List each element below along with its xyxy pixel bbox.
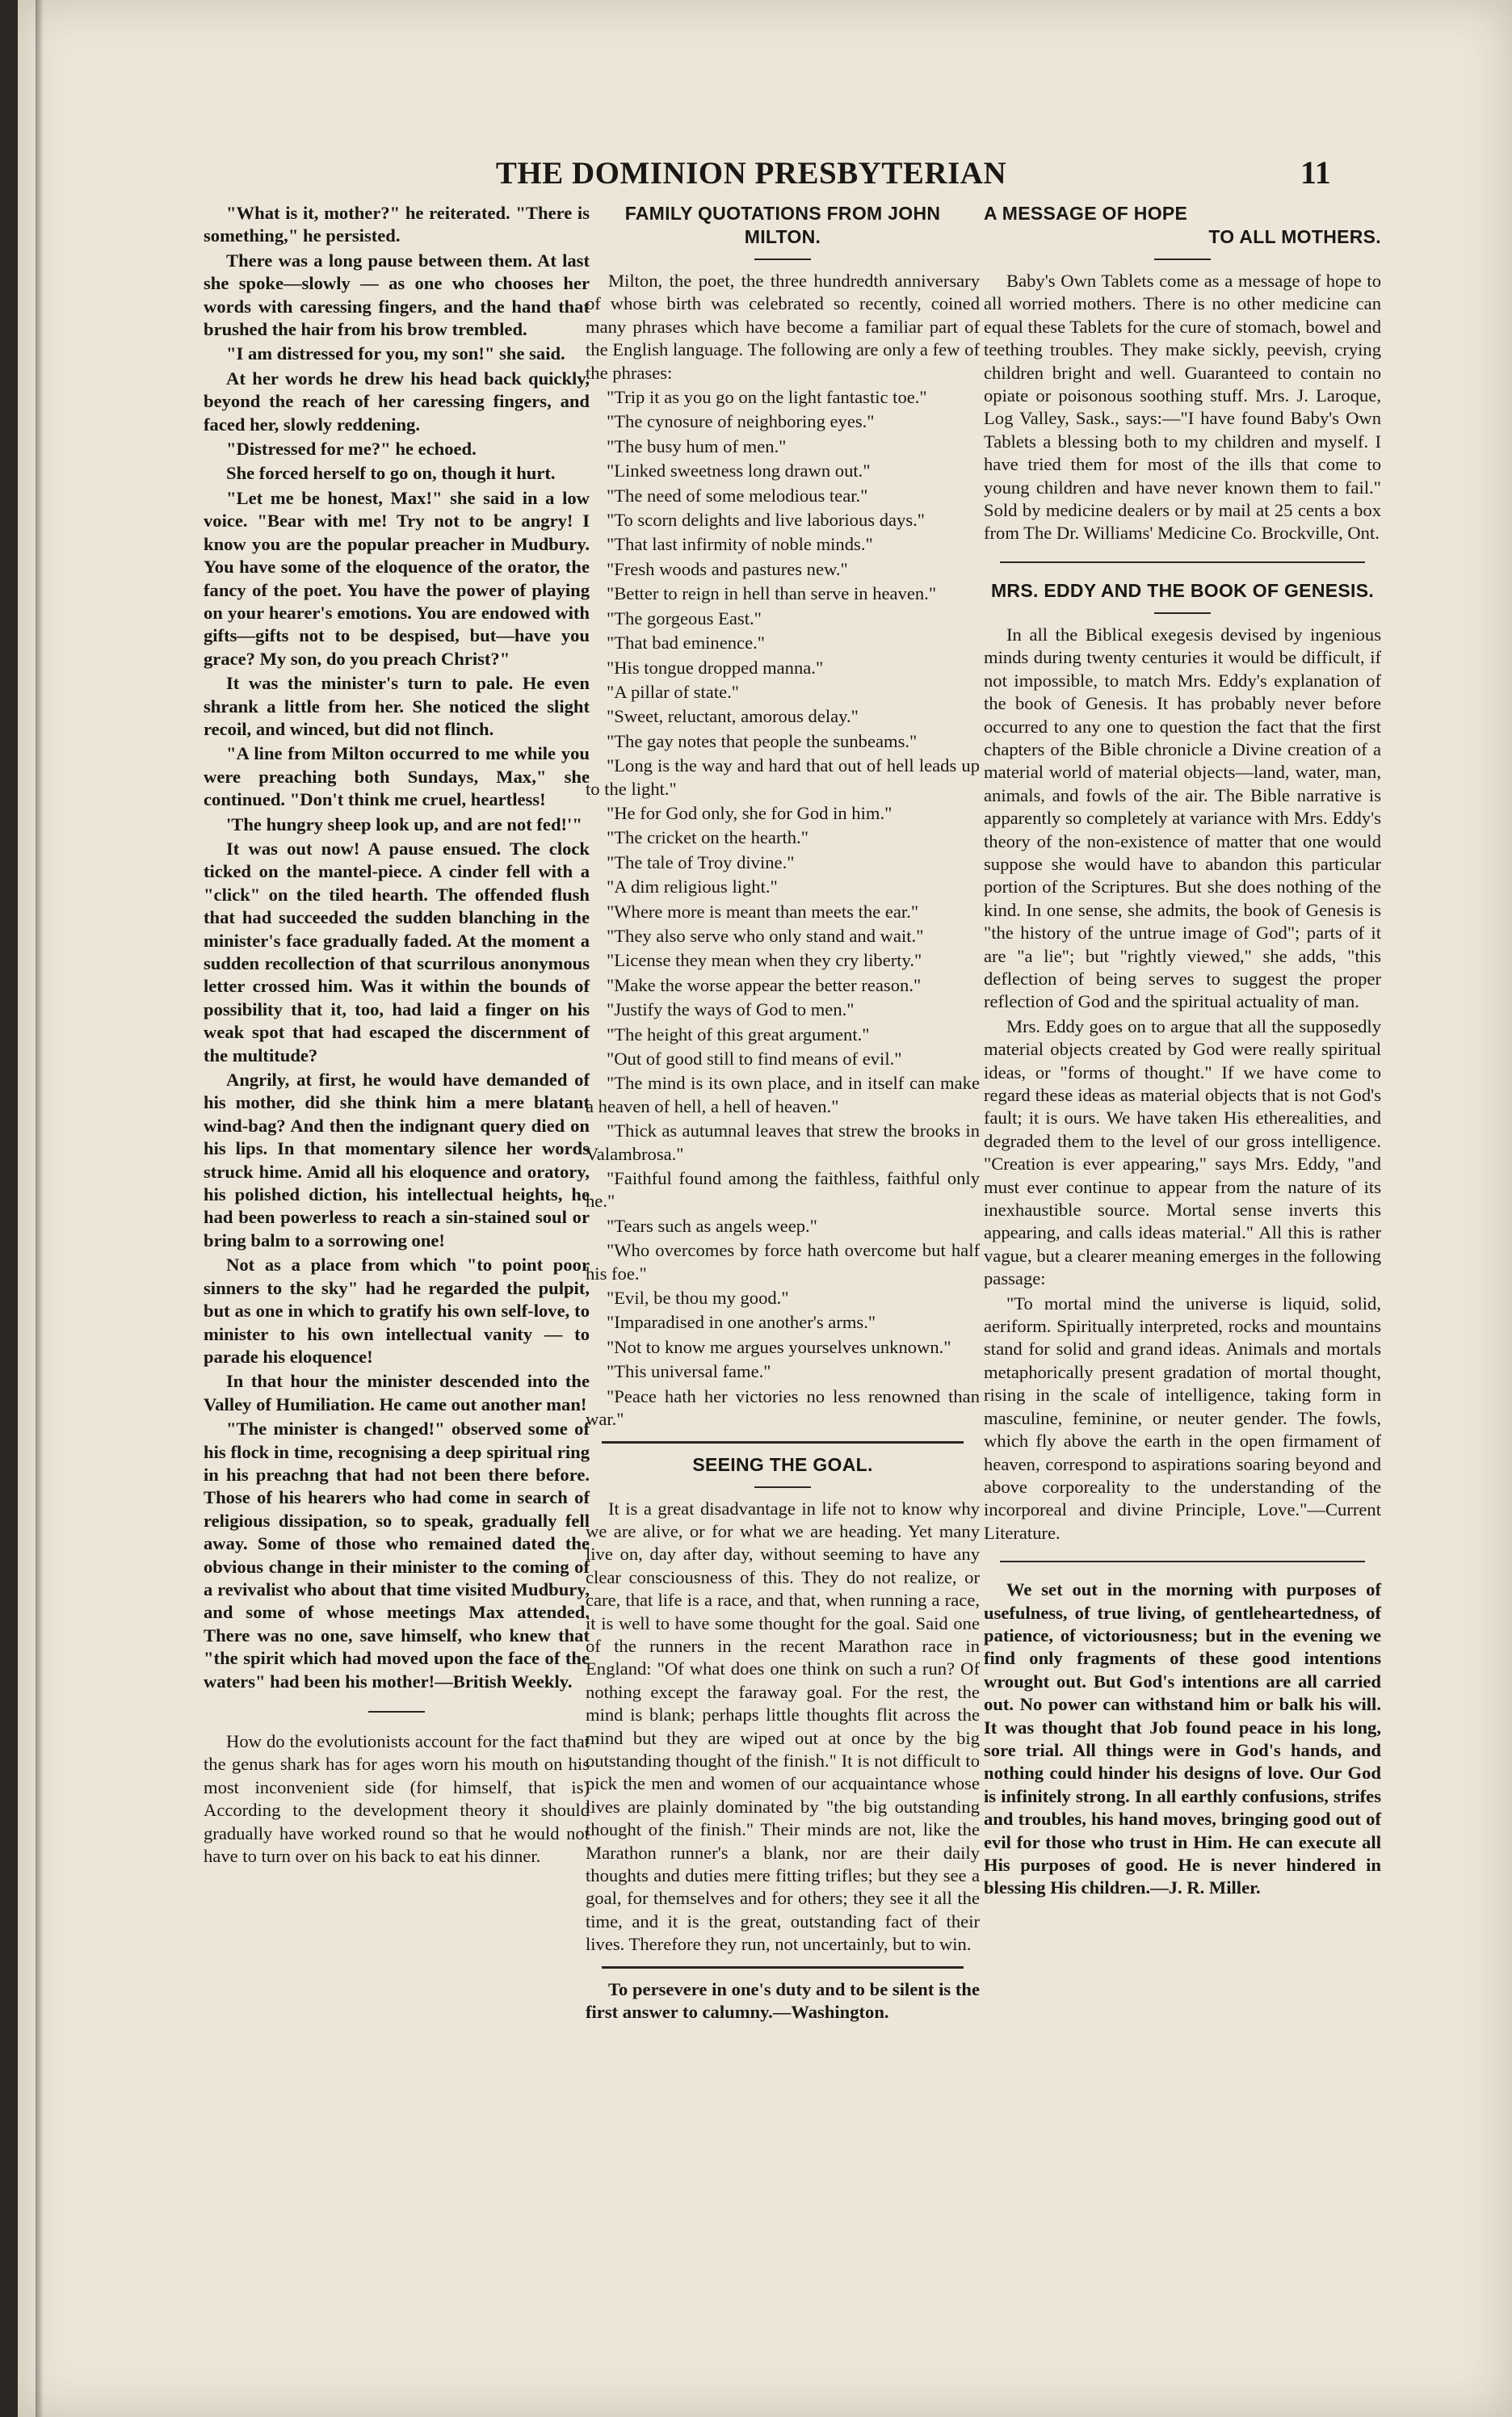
quotation-item: "A dim religious light."	[607, 876, 778, 897]
eddy-paragraph: "To mortal mind the universe is liquid, solid, aeriform. Spiritually interpreted, rocks and mountains stand for solid and grand ideas. Animals and mortals metaphorically present gradation of mortal thought, rising in the scale of intelligence, taking form in masculine, feminine, or neuter gender. The fowls, which fly above the earth in the open firmament of heaven, correspond to aspirations soaring beyond and above corporeality to the understanding of the incorporeal and divine Principle, Love."—Current Literature.	[984, 1293, 1381, 1543]
quotation-item: "Linked sweetness long drawn out."	[607, 460, 871, 481]
quotation-item: "Make the worse appear the better reason."	[607, 974, 922, 995]
quotation-item: "Justify the ways of God to men."	[607, 999, 855, 1020]
eddy-paragraph: In all the Biblical exegesis devised by ingenious minds during twenty centuries it would be difficult, if not impossible, to match Mrs. Eddy's explanation of the book of Genesis. It has probably never before occurred to any one to question the fact that the first chapters of the Bible chronicle a Divine creation of a material world of material objects—land, water, man, animals, and fowls of the air. The Bible narrative is apparently so completely at variance with Mrs. Eddy's theory of the non-existence of matter that one would suppose she would have to abandon this particular portion of the Scriptures. But she does nothing of the kind. In one sense, she admits, the book of Genesis is "the history of the untrue image of God"; parts of it are "a lie"; but "rightly viewed," she adds, "this deflection of being serves to suggest the proper reflection of God and the spiritual actuality of man.	[984, 624, 1381, 1012]
quotation-item: "Not to know me argues yourselves unknown."	[607, 1336, 951, 1357]
story-paragraph: She forced herself to go on, though it hurt.	[226, 463, 556, 484]
story-paragraph: There was a long pause between them. At last she spoke—slowly — as one who chooses her words with caressing fingers, and the hand that brushed the hair from his brow trembled.	[204, 250, 590, 340]
quotation-item: "The need of some melodious tear."	[607, 485, 868, 506]
quotation-item: "The tale of Troy divine."	[607, 851, 795, 872]
story-paragraph: Not as a place from which "to point poor sinners to the sky" had he regarded the pulpit, but as one in which to gratify his own self-love, to minister to his own intellectual vanity — to parade his eloquence!	[204, 1255, 590, 1367]
quotation-item: "A pillar of state."	[607, 681, 740, 702]
quotation-item: "License they mean when they cry liberty."	[607, 950, 922, 971]
hope-heading-line2: TO ALL MOTHERS.	[1208, 226, 1381, 247]
divider-rule	[1000, 1561, 1366, 1562]
quotation-item: "He for God only, she for God in him."	[607, 802, 892, 823]
masthead: THE DOMINION PRESBYTERIAN	[495, 156, 1007, 191]
page-number: 11	[1300, 154, 1331, 191]
column-right	[984, 202, 1381, 1902]
column-left	[204, 202, 590, 1869]
hope-heading-line1: A MESSAGE OF HOPE	[984, 203, 1188, 224]
quotation-item: "Tears such as angels weep."	[607, 1215, 817, 1236]
quotation-item: "Trip it as you go on the light fantastic toe."	[607, 387, 927, 408]
divider-rule	[602, 1966, 964, 1969]
story-paragraph: Angrily, at first, he would have demanded of his mother, did she think him a mere blatant wind-bag? And then the indignant query died on his lips. In that momentary silence her words struck hime. Amid all his eloquence and oratory, his polished diction, his intellectual heights, he had been powerless to reach a sin-stained soul or bring balm to a sorrowing one!	[204, 1070, 590, 1251]
story-section	[204, 202, 590, 1693]
quotation-item: "The gay notes that people the sunbeams."	[607, 730, 918, 751]
quotation-item: "Fresh woods and pastures new."	[607, 558, 848, 579]
binding-edge	[0, 0, 18, 2417]
quotation-item: "Better to reign in hell than serve in heaven."	[607, 583, 937, 604]
story-paragraph: "A line from Milton occurred to me while you were preaching both Sundays, Max," she continued. "Don't think me cruel, heartless!	[204, 743, 590, 810]
divider-rule	[1154, 612, 1211, 614]
quotation-item: "This universal fame."	[607, 1361, 771, 1382]
milton-intro: Milton, the poet, the three hundredth anniversary of whose birth was celebrated so recently, coined many phrases which have become a familiar part of the English language. The following are only a few of the phrases:	[586, 271, 980, 383]
goal-heading: SEEING THE GOAL.	[692, 1453, 873, 1475]
quotation-item: "Where more is meant than meets the ear."	[607, 901, 919, 922]
hope-paragraph: Baby's Own Tablets come as a message of hope to all worried mothers. There is no other medicine can equal these Tablets for the cure of stomach, bowel and teething troubles. They make sickly, peevish, crying children bright and well. Guaranteed to contain no opiate or poisonous soothing stuff. Mrs. J. Laroque, Log Valley, Sask., says:—"I have found Baby's Own Tablets a blessing both to my children and myself. I have tried them for most of the ills that come to young children and have never known them to fail." Sold by medicine dealers or by mail at 25 cents a box from The Dr. Williams' Medicine Co. Brockville, Ont.	[984, 271, 1381, 544]
story-paragraph: "The minister is changed!" observed some of his flock in time, recognising a deep spiritual ring in his preachng that had not been there before. Those of his hearers who had come in search of religious dissipation, so to speak, gradually fell away. Some of those who remained dated the obvious change in their minister to the coming of a revivalist who about that time visited Mudbury, and some of whose meetings Max attended. There was no one, save himself, who knew that "the spirit which had moved upon the face of the waters" had been his mother!—British Weekly.	[204, 1419, 590, 1692]
milton-heading: FAMILY QUOTATIONS FROM JOHN MILTON.	[624, 203, 941, 247]
quotation-item: "To scorn delights and live laborious days."	[607, 510, 925, 531]
quotation-item: "The height of this great argument."	[607, 1024, 870, 1045]
story-paragraph: It was out now! A pause ensued. The clock ticked on the mantel-piece. A cinder fell with a "click" on the tiled hearth. The offended flush that had succeeded the sudden blanching in the minister's face gradually faded. At the moment a sudden recollection of that scurrilous anonymous letter crossed him. Was it within the bounds of possibility that it, too, had laid a finger on his weak spot that had escaped the discernment of the multitude?	[204, 838, 590, 1066]
quotation-item: "Out of good still to find means of evil."	[607, 1049, 902, 1069]
goal-paragraph: It is a great disadvantage in life not to know why we are alive, or for what we are heading. Yet many live on, day after day, without seeming to have any clear consciousness of this. They do not realize, or care, that life is a race, and that, when running a race, it is well to have some thought for the goal. Said one of the runners in the recent Marathon race in England: "Of what does one think on such a run? Of nothing except the faraway goal. For the rest, the mind is blank; perhaps little thoughts flit across the mind but they are wiped out at once by the big outstanding thought of the finish." It is not difficult to pick the men and women of our acquaintance whose lives are plainly dominated by "the big outstanding thought of the finish." Their minds are not, like the Marathon runner's a blank, nor are their daily thoughts and duties mere fitting trifles; but they see a goal, for themselves and for others; they see it all the time, and it is the great, outstanding fact of their lives. Therefore they run, not uncertainly, but to win.	[586, 1498, 980, 1955]
quotation-item: "Peace hath her victories no less renowned than war."	[586, 1385, 980, 1430]
page-shadow	[36, 0, 44, 2417]
miller-paragraph: We set out in the morning with purposes of usefulness, of true living, of gentleheartedness, of patience, of victoriousness; but in the evening we find only fragments of these good intentions wrought out. But God's intentions are all carried out. No power can withstand him or balk his will. It was thought that Job found peace in his long, sore trial. All things were in God's hands, and nothing could hinder his designs of love. Our God is infinitely strong. In all earthly confusions, strifes and troubles, his hand moves, bringing good out of evil for those who trust in Him. He can execute all His purposes of good. He is never hindered in blessing His children.—J. R. Miller.	[984, 1579, 1381, 1898]
divider-rule	[1000, 561, 1366, 563]
story-paragraph: At her words he drew his head back quickly, beyond the reach of her caressing fingers, and faced her, slowly reddening.	[204, 368, 590, 435]
quotation-item: "They also serve who only stand and wait."	[607, 925, 924, 946]
quotation-item: "That last infirmity of noble minds."	[607, 534, 873, 555]
quotation-item: "His tongue dropped manna."	[607, 657, 824, 678]
story-paragraph: "I am distressed for you, my son!" she said.	[226, 343, 565, 364]
quotation-item: "Long is the way and hard that out of hell leads up to the light."	[586, 755, 980, 799]
divider-rule	[1154, 259, 1211, 260]
quotation-item: "That bad eminence."	[607, 633, 765, 654]
story-paragraph: In that hour the minister descended into the Valley of Humiliation. He came out another man!	[204, 1371, 590, 1414]
quotation-item: "Who overcomes by force hath overcome but half his foe."	[586, 1240, 980, 1284]
quotation-item: "Sweet, reluctant, amorous delay."	[607, 706, 859, 727]
divider-rule	[368, 1711, 425, 1713]
column-middle	[586, 202, 980, 2025]
story-paragraph: "Distressed for me?" he echoed.	[226, 439, 477, 460]
story-paragraph: 'The hungry sheep look up, and are not fed!'"	[226, 813, 582, 834]
divider-rule	[602, 1441, 964, 1444]
quotation-list	[586, 386, 980, 1431]
quotation-item: "The mind is its own place, and in itself can make a heaven of hell, a hell of heaven."	[586, 1073, 980, 1116]
divider-rule	[754, 259, 811, 260]
story-paragraph: "Let me be honest, Max!" she said in a low voice. "Bear with me! Try not to be angry! I know you are the popular preacher in Mudbury. You have some of the eloquence of the orator, the fancy of the poet. You have the power of playing on your hearer's emotions. You are endowed with gifts—gifts not to be despised, but—have you grace? My son, do you preach Christ?"	[204, 487, 590, 669]
quotation-item: "The gorgeous East."	[607, 607, 762, 628]
quotation-item: "The cynosure of neighboring eyes."	[607, 411, 875, 432]
story-paragraph: "What is it, mother?" he reiterated. "There is something," he persisted.	[204, 203, 590, 246]
eddy-heading: MRS. EDDY AND THE BOOK OF GENESIS.	[990, 579, 1375, 601]
shark-paragraph: How do the evolutionists account for the fact that the genus shark has for ages worn his mouth on his most inconvenient side (for himself, that is) According to the development theory it should gradually have worked round so that he would not have to turn over on his back to eat his dinner.	[204, 1731, 590, 1867]
quotation-item: "Imparadised in one another's arms."	[607, 1312, 876, 1333]
quotation-item: "The cricket on the hearth."	[607, 827, 808, 848]
divider-rule	[754, 1486, 811, 1488]
eddy-paragraph: Mrs. Eddy goes on to argue that all the supposedly material objects created by God were really spiritual ideas, or "forms of thought." If we have come to regard these ideas as material objects that is not God's fault; it is ours. We have taken His etherealities, and degraded them to the level of our gross intelligence. "Creation is ever appearing," says Mrs. Eddy, "and must ever continue to appear from the nature of its inexhaustible source. Mortal sense inverts this appearing, and calls ideas material." All this is rather vague, but a clearer meaning emerges in the following passage:	[984, 1015, 1381, 1289]
quotation-item: "The busy hum of men."	[607, 435, 787, 456]
calumny-paragraph: To persevere in one's duty and to be silent is the first answer to calumny.—Washington.	[586, 1978, 980, 2023]
quotation-item: "Evil, be thou my good."	[607, 1288, 789, 1309]
quotation-item: "Thick as autumnal leaves that strew the brooks in Valambrosa."	[586, 1120, 980, 1164]
story-paragraph: It was the minister's turn to pale. He even shrank a little from her. She noticed the slight recoil, and winced, but did not flinch.	[204, 673, 590, 739]
quotation-item: "Faithful found among the faithless, faithful only he."	[586, 1168, 980, 1212]
